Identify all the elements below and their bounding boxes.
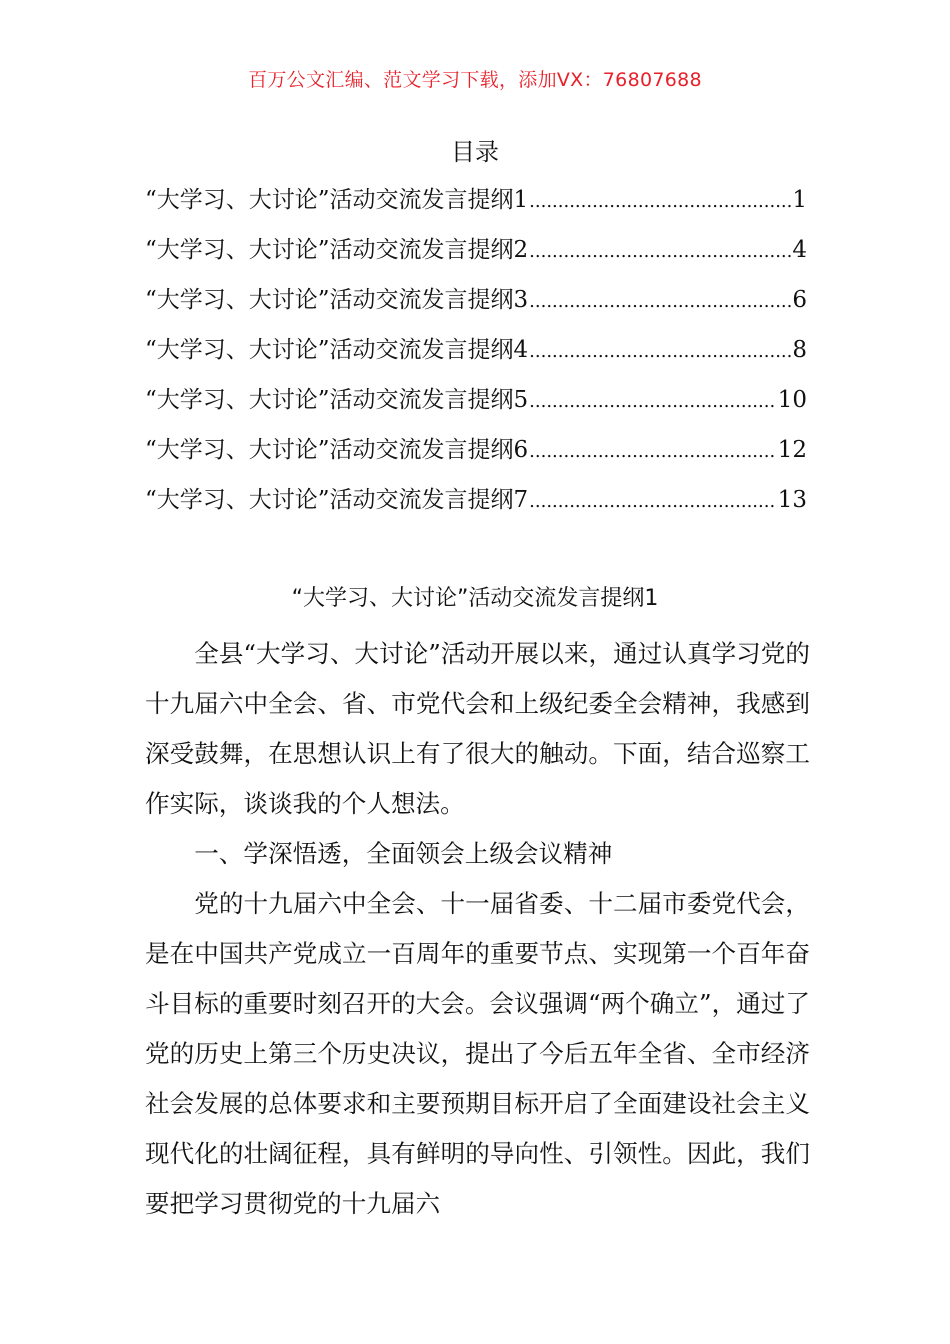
toc-entry-page: 8 — [792, 337, 807, 363]
body-paragraph: 党的十九届六中全会、十一届省委、十二届市委党代会，是在中国共产党成立一百周年的重要节点、实现第一个百年奋斗目标的重要时刻召开的大会。会议强调“两个确立”，通过了党的历史上第三个历史决议，提出了今后五年全省、全市经济社会发展的总体要求和主要预期目标开启了全面建设社会主义现代化的壮阔征程，具有鲜明的导向性、引领性。因此，我们要把学习贯彻党的十九届六 — [145, 889, 810, 1218]
dot-leader — [529, 284, 791, 320]
dot-leader — [529, 384, 777, 420]
toc-entry-page: 12 — [777, 437, 807, 463]
toc-entry[interactable] — [145, 282, 807, 332]
dot-leader — [529, 434, 777, 470]
toc-entry-page: 1 — [792, 187, 807, 213]
dot-leader — [529, 334, 791, 370]
article-body — [145, 629, 810, 1229]
article-title: “大学习、大讨论”活动交流发言提纲1 — [291, 586, 659, 611]
promo-banner: 百万公文汇编、范文学习下载，添加VX：76807688 — [248, 69, 702, 91]
toc-entry-text: “大学习、大讨论”活动交流发言提纲3 — [145, 287, 529, 313]
toc-entry-page: 10 — [777, 387, 807, 413]
toc-entry[interactable] — [145, 432, 807, 482]
toc-entry-text: “大学习、大讨论”活动交流发言提纲5 — [145, 387, 529, 413]
section-heading: 一、学深悟透，全面领会上级会议精神 — [194, 839, 613, 868]
toc-title: 目录 — [451, 138, 499, 166]
toc-entry[interactable] — [145, 382, 807, 432]
table-of-contents — [145, 182, 807, 532]
toc-entry[interactable] — [145, 482, 807, 532]
toc-entry[interactable] — [145, 182, 807, 232]
dot-leader — [529, 484, 777, 520]
toc-entry-page: 4 — [792, 237, 807, 263]
dot-leader — [529, 184, 791, 220]
toc-entry-page: 13 — [777, 487, 807, 513]
toc-entry-text: “大学习、大讨论”活动交流发言提纲4 — [145, 337, 529, 363]
toc-entry-page: 6 — [792, 287, 807, 313]
body-paragraph: 全县“大学习、大讨论”活动开展以来，通过认真学习党的十九届六中全会、省、市党代会和上级纪委全会精神，我感到深受鼓舞，在思想认识上有了很大的触动。下面，结合巡察工作实际，谈谈我的个人想法。 — [145, 639, 810, 818]
toc-entry-text: “大学习、大讨论”活动交流发言提纲6 — [145, 437, 529, 463]
toc-entry[interactable] — [145, 232, 807, 282]
toc-entry[interactable] — [145, 332, 807, 382]
toc-entry-text: “大学习、大讨论”活动交流发言提纲7 — [145, 487, 529, 513]
toc-entry-text: “大学习、大讨论”活动交流发言提纲2 — [145, 237, 529, 263]
toc-entry-text: “大学习、大讨论”活动交流发言提纲1 — [145, 187, 529, 213]
dot-leader — [529, 234, 791, 270]
